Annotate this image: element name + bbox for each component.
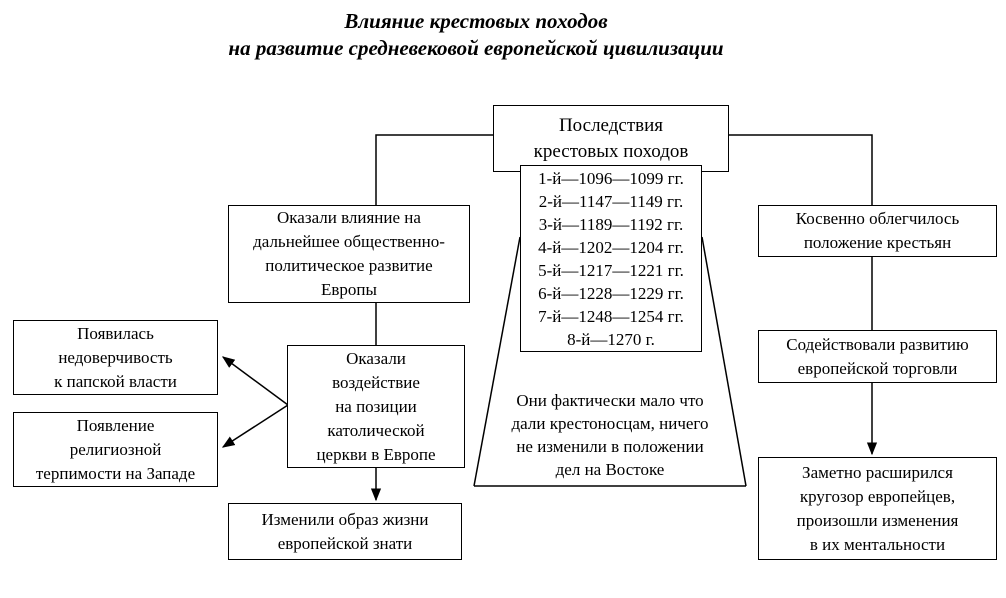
crusade-date-item: 7-й—1248—1254 гг. <box>538 306 684 326</box>
diagram-title <box>0 8 952 62</box>
funnel-note: Они фактически мало что дали крестоносцам, ничего не изменили в положении дел на Востоке <box>511 391 709 479</box>
crusade-date-item: 2-й—1147—1149 гг. <box>538 191 684 211</box>
crusade-date-item: 5-й—1217—1221 гг. <box>538 260 684 280</box>
node-peasants-relief: Косвенно облегчилось положение крестьян <box>758 205 997 257</box>
crusade-date-item: 8-й—1270 г. <box>567 329 655 349</box>
connector-top-right <box>729 135 872 206</box>
arrow-church-to-tolerance <box>223 405 288 447</box>
connector-top-left <box>376 135 493 206</box>
node-trade-development: Содействовали развитию европейской торговли <box>758 330 997 383</box>
node-worldview-expansion: Заметно расширился кругозор европейцев, произошли изменения в их ментальности <box>758 457 997 560</box>
node-consequences: Последствия крестовых походов <box>493 105 729 172</box>
arrow-church-to-distrust <box>223 357 288 405</box>
node-nobility-lifestyle: Изменили образ жизни европейской знати <box>228 503 462 560</box>
title-line-1: Влияние крестовых походов <box>344 9 608 33</box>
crusade-date-item: 1-й—1096—1099 гг. <box>538 168 684 188</box>
crusade-date-item: 4-й—1202—1204 гг. <box>538 237 684 257</box>
title-line-2: на развитие средневековой европейской цивилизации <box>228 36 724 60</box>
node-crusade-dates <box>520 165 702 352</box>
node-political-development: Оказали влияние на дальнейшее общественно- политическое развитие Европы <box>228 205 470 303</box>
node-church-positions: Оказали воздействие на позиции католической церкви в Европе <box>287 345 465 468</box>
crusade-date-item: 6-й—1228—1229 гг. <box>538 283 684 303</box>
crusade-date-item: 3-й—1189—1192 гг. <box>538 214 684 234</box>
node-papal-distrust: Появилась недоверчивость к папской власти <box>13 320 218 395</box>
node-religious-tolerance: Появление религиозной терпимости на Западе <box>13 412 218 487</box>
